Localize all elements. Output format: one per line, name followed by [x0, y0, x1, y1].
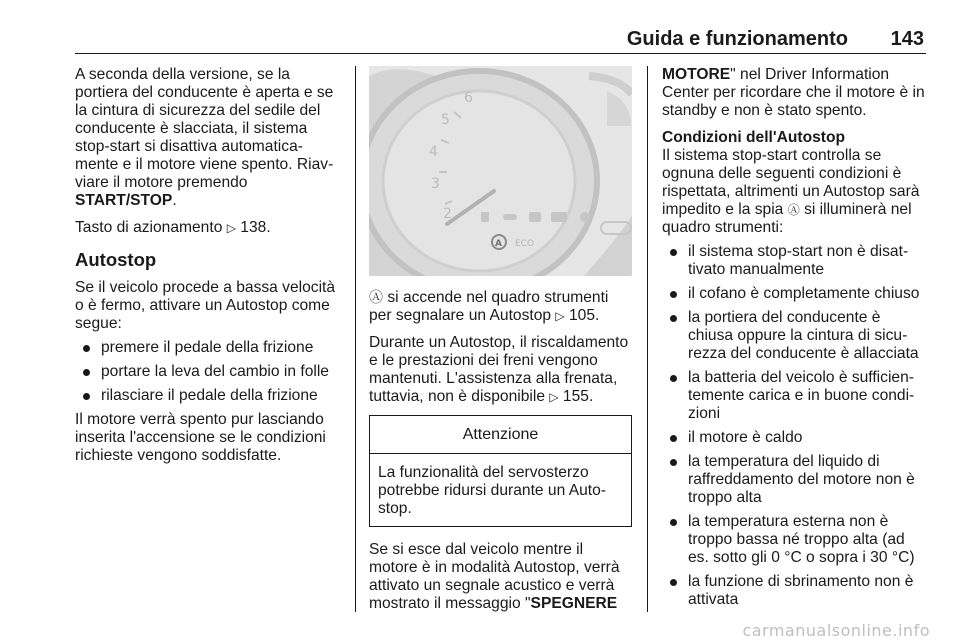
- page-header: [75, 26, 926, 54]
- bullet-icon: [83, 345, 90, 352]
- bullet-icon: [670, 435, 677, 442]
- autostop-paragraph: Se il veicolo procede a bassa velocità o è fermo, attivare un Autostop come segue:: [75, 279, 336, 332]
- autostop-heading: Autostop: [75, 249, 157, 270]
- page-number: 143: [890, 28, 924, 50]
- column-left: [75, 66, 347, 474]
- autostop-off-icon: Ⓐ: [787, 203, 800, 217]
- bullet-icon: [83, 393, 90, 400]
- triangle-right-icon: ▷: [555, 309, 565, 323]
- column-middle: [369, 66, 632, 622]
- watermark: carmanualsonline.info: [742, 621, 930, 640]
- attention-box: [369, 415, 632, 527]
- bullet-icon: [670, 459, 677, 466]
- instrument-cluster-figure: [369, 66, 632, 276]
- gauge-number: 4: [429, 144, 438, 160]
- autostop-a-icon: Ⓐ: [369, 289, 383, 305]
- bullet-icon: [670, 579, 677, 586]
- closing-paragraph: Il motore verrà spento pur lasciando inserita l'accensione se le condizioni richieste vengono soddisfatte.: [75, 411, 326, 464]
- exit-vehicle-paragraph: Se si esce dal veicolo mentre il motore è in modalità Autostop, verrà attivato un segnale acustico e verrà mostrato il messaggio "SPEGNERE: [369, 541, 620, 612]
- list-item: la funzione di sbrinamento non è attivata: [662, 573, 926, 609]
- column-divider: [647, 66, 648, 612]
- list-item: la temperatura del liquido di raffreddamento del motore non è troppo alta: [662, 453, 926, 507]
- conditions-list: [662, 243, 926, 609]
- column-divider: [355, 66, 356, 612]
- autostop-indicator-paragraph: Ⓐ si accende nel quadro strumenti per segnalare un Autostop ▷ 105.: [369, 289, 609, 324]
- motore-label: MOTORE: [662, 66, 731, 83]
- svg-text:A: A: [495, 239, 502, 249]
- triangle-right-icon: ▷: [549, 390, 559, 404]
- column-right: [662, 66, 926, 615]
- heating-brakes-paragraph: Durante un Autostop, il riscaldamento e le prestazioni dei freni vengono mantenuti. L'assistenza alla frenata, tuttavia, non è disponibile ▷ 155.: [369, 334, 629, 405]
- attention-text: La funzionalità del servosterzo potrebbe ridursi durante un Auto- stop.: [378, 464, 606, 517]
- gauge-number: 2: [443, 206, 452, 222]
- eco-label: ECO: [515, 239, 535, 249]
- list-item: il sistema stop-start non è disat- tivato manualmente: [662, 243, 926, 279]
- continuation-paragraph: MOTORE" nel Driver Information Center per ricordare che il motore è in standby e non è stato spento.: [662, 66, 925, 119]
- bullet-icon: [670, 315, 677, 322]
- autostop-steps: [75, 339, 347, 405]
- conditions-paragraph: Il sistema stop-start controlla se ognuna delle seguenti condizioni è rispettata, altrimenti un Autostop sarà impedito e la spia Ⓐ si illuminerà nel quadro strumenti:: [662, 147, 920, 236]
- section-title: Guida e funzionamento: [626, 28, 848, 50]
- bullet-icon: [670, 375, 677, 382]
- gauge-number: 3: [431, 176, 440, 192]
- intro-paragraph: A seconda della versione, se la portiera del conducente è aperta e se la cintura di sicurezza del sedile del conducente è slacciata, il sistema stop-start si disattiva automatica- mente e il motore viene spento. Riav- viare il motore premendo START/STOP.: [75, 66, 334, 209]
- list-item: la temperatura esterna non è troppo bassa né troppo alta (ad es. sotto gli 0 °C o sopra i 30 °C): [662, 513, 926, 567]
- bullet-icon: [670, 519, 677, 526]
- list-item: premere il pedale della frizione: [75, 339, 347, 357]
- autostop-conditions-heading: Condizioni dell'Autostop: [662, 129, 846, 146]
- list-item: il motore è caldo: [662, 429, 926, 447]
- bullet-icon: [670, 249, 677, 256]
- bullet-icon: [670, 291, 677, 298]
- instrument-cluster-illustration: [369, 66, 632, 276]
- gauge-number: 5: [441, 112, 450, 128]
- gauge-number: 6: [464, 90, 473, 106]
- bullet-icon: [83, 369, 90, 376]
- start-stop-label: START/STOP: [75, 192, 173, 209]
- list-item: portare la leva del cambio in folle: [75, 363, 347, 381]
- attention-title: Attenzione: [370, 416, 631, 454]
- list-item: la batteria del veicolo è sufficien- temente carica e in buone condi- zioni: [662, 369, 926, 423]
- list-item: il cofano è completamente chiuso: [662, 285, 926, 303]
- triangle-right-icon: ▷: [226, 221, 236, 235]
- button-reference: Tasto di azionamento ▷ 138.: [75, 219, 271, 236]
- list-item: la portiera del conducente è chiusa oppure la cintura di sicu- rezza del conducente è allacciata: [662, 309, 926, 363]
- spegnere-label: SPEGNERE: [530, 595, 618, 612]
- list-item: rilasciare il pedale della frizione: [75, 387, 347, 405]
